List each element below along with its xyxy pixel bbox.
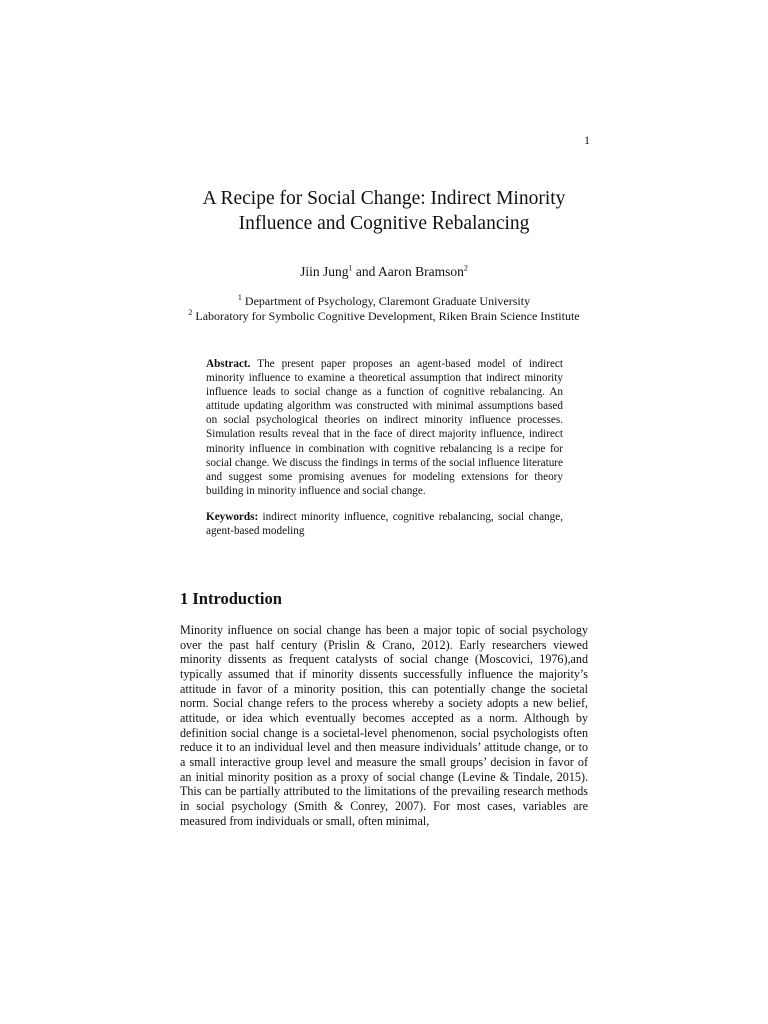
affiliation-marker: 2 [188, 308, 193, 317]
author-name: Aaron Bramson [378, 264, 464, 279]
abstract-paragraph [206, 357, 563, 498]
affiliation-item [150, 294, 618, 309]
keywords-label: Keywords: [206, 510, 259, 523]
author-name: Jiin Jung [300, 264, 349, 279]
affiliation-text: Department of Psychology, Claremont Graduate University [241, 294, 531, 308]
author-separator: and [352, 264, 379, 279]
paper-title-line-2: Influence and Cognitive Rebalancing [238, 213, 530, 234]
author-affiliation-marker: 1 [348, 263, 353, 273]
section-heading-introduction: 1 Introduction [180, 589, 282, 608]
affiliation-item [150, 309, 618, 324]
keywords-paragraph [206, 510, 563, 538]
affiliation-list [150, 294, 618, 324]
keywords-text: indirect minority influence, cognitive rebalancing, social change, agent-based modeling [206, 510, 563, 538]
paper-title [150, 186, 618, 236]
abstract-text: The present paper proposes an agent-based model of indirect minority influence to examine a theoretical assumption that indirect minority influence leads to social change as a function of cognitive rebalancing. An attitude updating algorithm was constructed with minimal assumptions based on social psychological theories on indirect minority influence processes. Simulation results reveal that in the face of direct majority influence, indirect minority influence in combination with cognitive rebalancing is a recipe for social change. We discuss the findings in terms of the social influence literature and suggest some promising avenues for modeling extensions for theory building in minority influence and social change. [206, 358, 563, 497]
abstract-label: Abstract. [206, 358, 251, 370]
page-number: 1 [584, 133, 590, 147]
abstract-block [206, 357, 563, 538]
introduction-paragraph: Minority influence on social change has been a major topic of social psychology over the past half century (Prislin & Crano, 2012). Early researchers viewed minority dissents as frequent catalysts of social change (Moscovici, 1976),and typically assumed that if minority dissents successfully influence the majority’s attitude in favor of a minority position, this can potentially change the societal norm. Social change refers to the process whereby a society adopts a new belief, attitude, or idea which eventually becomes accepted as a norm. Although by definition social change is a societal-level phenomenon, social psychologists often reduce it to an individual level and then measure individuals’ attitude change, or to a small interactive group level and measure the small groups’ decision in favor of an initial minority position as a proxy of social change (Levine & Tindale, 2015). This can be partially attributed to the limitations of the prevailing research methods in social psychology (Smith & Conrey, 2007). For most cases, variables are measured from individuals or small, often minimal, [180, 623, 588, 828]
affiliation-text: Laboratory for Symbolic Cognitive Development, Riken Brain Science Institute [192, 309, 580, 323]
author-affiliation-marker: 2 [463, 263, 468, 273]
author-list [150, 264, 618, 280]
affiliation-marker: 1 [237, 293, 242, 302]
paper-title-line-1: A Recipe for Social Change: Indirect Minority [202, 188, 566, 209]
